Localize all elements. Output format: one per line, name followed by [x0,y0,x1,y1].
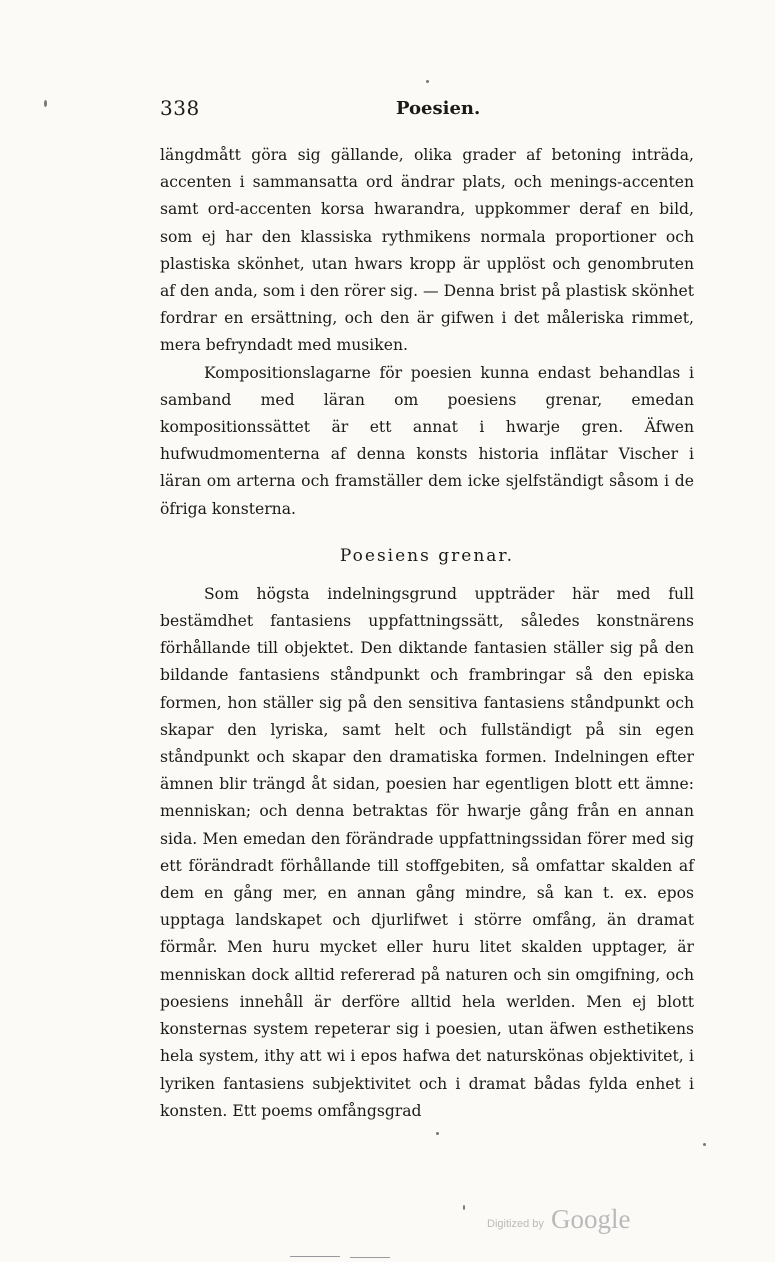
paragraph-composition: Kompositionslagarne för poesien kunna endast behandlas i samband med läran om poesiens grenar, emedan kompositionssättet är ett annat i hwarje gren. Äfwen hufwudmomenterna af denna konsts historia inflätar Vischer i läran om arterna och framställer dem icke sjelfständigt såsom i de öfriga konsterna. [160,363,694,518]
scan-speck [44,100,47,107]
scan-edge-mark [350,1257,390,1258]
running-title: Poesien. [396,98,481,119]
watermark-prefix: Digitized by [487,1218,544,1230]
scan-speck [436,1132,439,1135]
body-text [160,142,694,1125]
digitized-by-google-watermark [487,1204,657,1240]
paragraph-continued: längdmått göra sig gällande, olika grader af betoning inträda, accenten i sammansatta ord ändrar plats, och menings-accenten samt ord-accenten korsa hwarandra, uppkommer deraf en bild, som ej har den klassiska rythmikens normala proportioner och plastiska skönhet, utan hwars kropp är upplöst och genombruten af den anda, som i den rörer sig. — Denna brist på plastisk skönhet fordrar en ersättning, och den är gifwen i det måleriska rimmet, mera befryndadt med musiken. [160,146,694,355]
scan-edge-mark [290,1256,340,1257]
section-heading: Poesiens grenar. [339,545,515,566]
scan-speck [703,1143,706,1146]
scan-speck [463,1205,465,1210]
watermark-brand: Google [551,1204,631,1234]
scan-speck [426,80,429,83]
page-header [160,96,694,126]
page-number: 338 [160,96,200,120]
paragraph-branches: Som högsta indelningsgrund uppträder här med full bestämdhet fantasiens uppfattningssätt, således konstnärens förhållande till objektet. Den diktande fantasien ställer sig på den bildande fantasiens ståndpunkt och frambringar så den episka formen, hon ställer sig på den sensitiva fantasiens ståndpunkt och skapar den lyriska, samt helt och fullständigt på sin egen ståndpunkt och skapar den dramatiska formen. Indelningen efter ämnen blir trängd åt sidan, poesien har egentligen blott ett ämne: menniskan; och denna betraktas för hwarje gång från en annan sida. Men emedan den förändrade uppfattningssidan förer med sig ett förändradt förhållande till stoffgebiten, så omfattar skalden af dem en gång mer, en annan gång mindre, så kan t. ex. epos upptaga landskapet och djurlifwet i större omfång, än dramat förmår. Men huru mycket eller huru litet skalden upptager, är menniskan dock alltid refererad på naturen och sin omgifning, och poesiens innehåll är derföre alltid hela werlden. Men ej blott konsternas system repeterar sig i poesien, utan äfwen esthetikens hela system, ithy att wi i epos hafwa det naturskönas objektivitet, i lyriken fantasiens subjektivitet och i dramat bådas fylda enhet i konsten. Ett poems omfångsgrad [160,584,694,1120]
